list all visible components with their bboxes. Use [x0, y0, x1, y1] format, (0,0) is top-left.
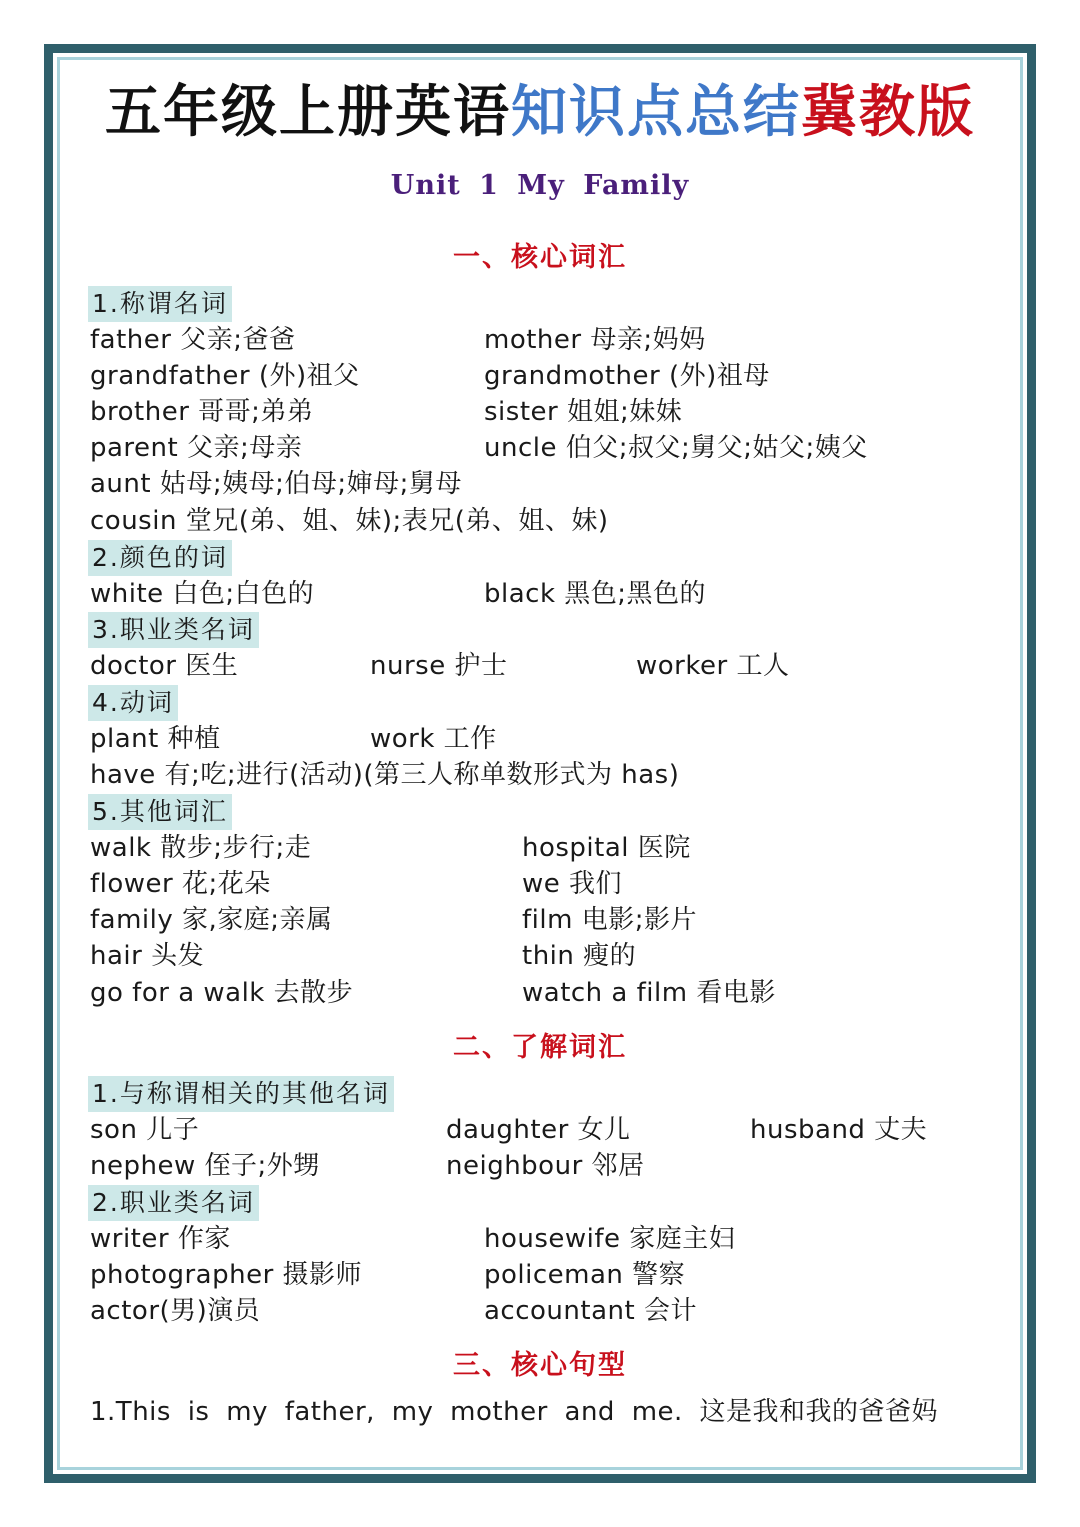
vocab-item: husband 丈夫	[750, 1115, 928, 1145]
subheading-verbs: 4.动词	[88, 685, 178, 721]
vocab-item: writer 作家	[90, 1224, 231, 1254]
vocab-item: housewife 家庭主妇	[484, 1224, 736, 1254]
vocab-item: nephew 侄子;外甥	[90, 1151, 320, 1181]
vocab-item: mother 母亲;妈妈	[484, 325, 706, 355]
subheading-color-words: 2.颜色的词	[88, 540, 232, 576]
vocab-item: worker 工人	[636, 651, 790, 681]
vocab-item: work 工作	[370, 724, 497, 754]
vocab-item: sister 姐姐;妹妹	[484, 397, 683, 427]
vocab-item: white 白色;白色的	[90, 579, 315, 609]
vocab-item: aunt 姑母;姨母;伯母;婶母;舅母	[90, 469, 462, 499]
unit-title: Unit 1 My Family	[390, 170, 690, 201]
sentence-item: 1.This is my father, my mother and me. 这是我和我的爸爸妈	[90, 1397, 939, 1427]
subheading-other-words: 5.其他词汇	[88, 794, 232, 830]
vocab-item: daughter 女儿	[446, 1115, 631, 1145]
section-heading-extra-vocab: 二、了解词汇	[453, 1032, 627, 1063]
section-heading-core-sentences: 三、核心句型	[453, 1350, 627, 1381]
vocab-item: watch a film 看电影	[522, 978, 776, 1008]
vocab-item: family 家,家庭;亲属	[90, 905, 333, 935]
vocab-item: walk 散步;步行;走	[90, 833, 312, 863]
vocab-item: parent 父亲;母亲	[90, 433, 303, 463]
vocab-item: grandfather (外)祖父	[90, 361, 360, 391]
vocab-item: neighbour 邻居	[446, 1151, 645, 1181]
vocab-item: plant 种植	[90, 724, 221, 754]
section-heading-core-vocab: 一、核心词汇	[453, 242, 627, 273]
vocab-item: have 有;吃;进行(活动)(第三人称单数形式为 has)	[90, 760, 680, 790]
vocab-item: brother 哥哥;弟弟	[90, 397, 314, 427]
vocab-item: film 电影;影片	[522, 905, 697, 935]
vocab-item: hair 头发	[90, 941, 205, 971]
title-part-edition: 冀教版	[801, 80, 975, 145]
vocab-item: thin 瘦的	[522, 941, 637, 971]
subheading-job-nouns: 3.职业类名词	[88, 612, 259, 648]
page-title	[0, 78, 1080, 148]
vocab-item: we 我们	[522, 869, 623, 899]
vocab-item: actor(男)演员	[90, 1296, 261, 1326]
title-part-grade: 五年级上册英语	[105, 80, 511, 145]
subheading-kinship-nouns: 1.称谓名词	[88, 286, 232, 322]
subheading-related-kinship: 1.与称谓相关的其他名词	[88, 1076, 394, 1112]
vocab-item: photographer 摄影师	[90, 1260, 363, 1290]
vocab-item: doctor 医生	[90, 651, 239, 681]
subheading-extra-job-nouns: 2.职业类名词	[88, 1185, 259, 1221]
vocab-item: uncle 伯父;叔父;舅父;姑父;姨父	[484, 433, 868, 463]
vocab-item: go for a walk 去散步	[90, 978, 354, 1008]
vocab-item: flower 花;花朵	[90, 869, 271, 899]
vocab-item: hospital 医院	[522, 833, 691, 863]
vocab-item: accountant 会计	[484, 1296, 697, 1326]
vocab-item: nurse 护士	[370, 651, 508, 681]
vocab-item: policeman 警察	[484, 1260, 686, 1290]
vocab-item: father 父亲;爸爸	[90, 325, 296, 355]
vocab-item: cousin 堂兄(弟、姐、妹);表兄(弟、姐、妹)	[90, 506, 609, 536]
title-part-summary: 知识点总结	[511, 80, 801, 145]
vocab-item: son 儿子	[90, 1115, 200, 1145]
vocab-item: grandmother (外)祖母	[484, 361, 770, 391]
vocab-item: black 黑色;黑色的	[484, 579, 707, 609]
